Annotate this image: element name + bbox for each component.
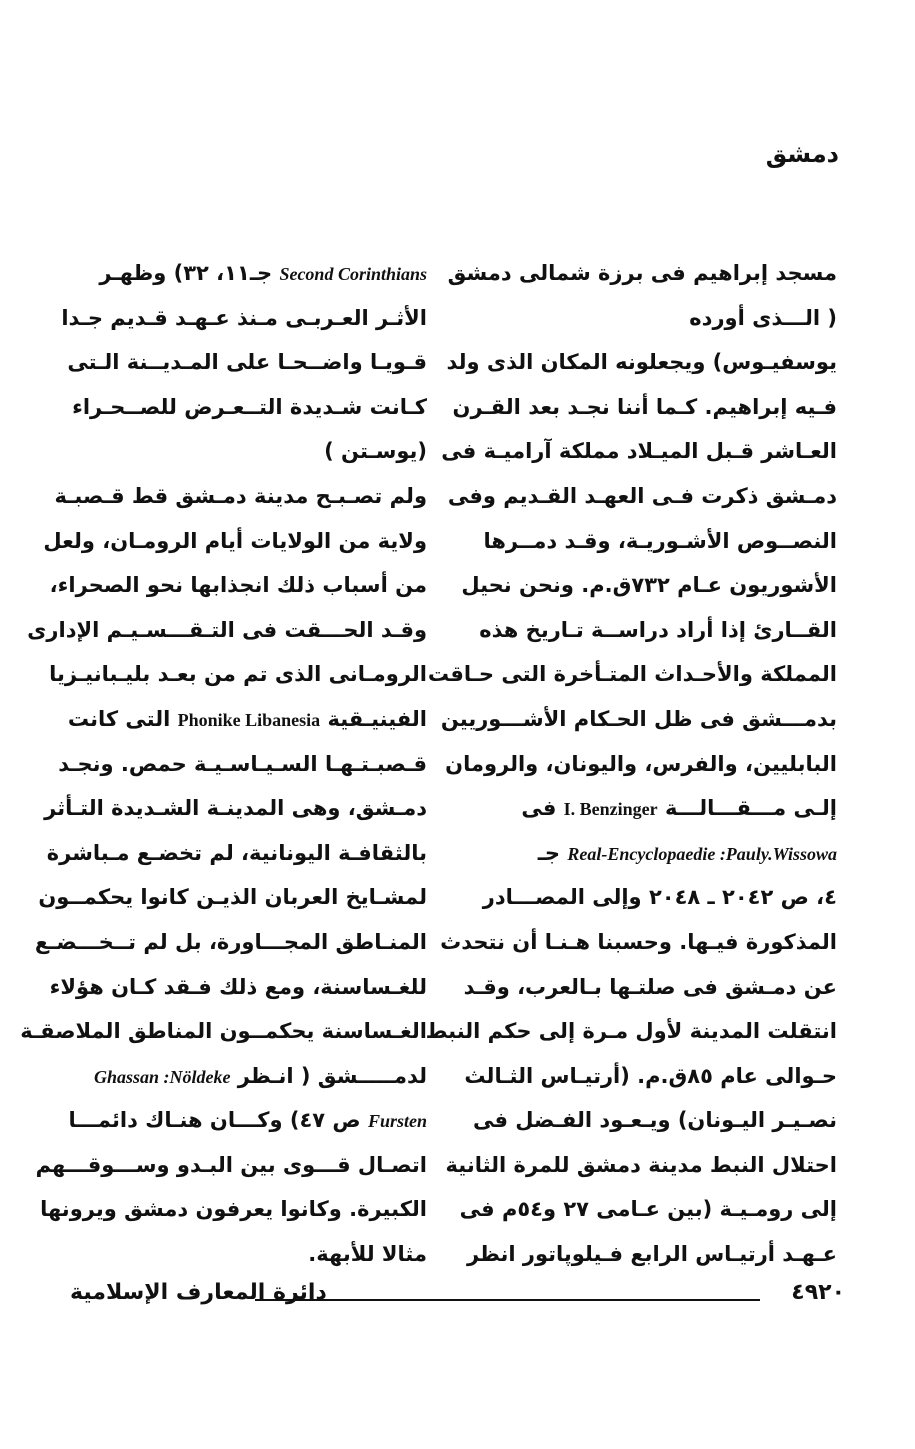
citation-author: I. Benzinger [563, 799, 658, 820]
text-line: إلى رومـيـة (بين عـامى ٢٧ و٥٤م فى [459, 1197, 837, 1222]
text-segment: جـ١١، ٣٢) وظهـر [99, 261, 273, 285]
text-segment: التى كانت [67, 706, 171, 731]
text-line: عن دمـشق فى صلتـها بـالعرب، وقـد [463, 974, 837, 999]
text-line [65, 697, 427, 742]
text-line: البابليين، والفرس، واليونان، والرومان [445, 751, 837, 776]
text-line: دمـشق ذكرت فـى العهـد القـديم وفى [447, 483, 837, 508]
text-line: وقـد الحـــقت فى التـقـــسـيـم الإدارى [27, 617, 427, 642]
text-line [475, 786, 837, 831]
text-segment: الفينيـقية [327, 706, 427, 731]
citation-author: Ghassan :Nöldeke [93, 1066, 231, 1087]
text-line: ٤، ص ٢٠٤٢ ـ ٢٠٤٨ وإلى المصـــادر [482, 885, 837, 910]
text-line: (يوسـتن ) [324, 439, 427, 464]
text-line: الرومـانى الذى تم من بعـد بليـبانيـزيا [49, 662, 427, 687]
left-column [20, 251, 427, 1277]
text-line: يوسفيـوس) ويجعلونه المكان الذى ولد [446, 350, 837, 375]
text-line [65, 1054, 427, 1099]
text-segment: إلـى مـــقـــالـــة [664, 796, 837, 821]
text-line: العـاشر قـبل الميـلاد مملكة آراميـة فى [441, 439, 837, 464]
text-line: الغـساسنة يحكمــون المناطق الملاصقـة [20, 1019, 427, 1044]
text-line: نصـيـر اليـونان) ويـعـود الفـضل فى [472, 1108, 837, 1133]
text-line: الأشوريون عـام ٧٣٢ق.م. ونحن نحيل [461, 573, 837, 598]
text-line: المملكة والأحـداث المتـأخرة التى حـاقت [427, 662, 837, 687]
text-line: حـوالى عام ٨٥ق.م. (أرتيـاس الثـالث [464, 1063, 837, 1088]
text-segment: لدمـــــشق ( انـظر [237, 1063, 427, 1088]
text-line: المذكورة فيـها. وحسبنا هـنـا أن نتحدث [440, 929, 837, 954]
footer-divider [255, 1299, 760, 1301]
text-line: القــارئ إذا أراد دراســة تـاريخ هذه [479, 617, 837, 642]
text-line [475, 831, 837, 876]
text-segment: فى [521, 796, 557, 821]
journal-title: دائرة المعارف الإسلامية [70, 1280, 327, 1305]
text-line: لمشـايخ العربان الذيـن كانوا يحكمــون [38, 885, 427, 910]
text-line: اتصـال قـــوى بين البـدو وســـوقـــهم [35, 1152, 427, 1177]
text-line: النصــوص الأشـوريـة، وقـد دمــرها [483, 528, 837, 553]
text-line: ولاية من الولايات أيام الرومـان، ولعل [43, 528, 427, 553]
text-line: كـانت شـديدة التــعـرض للصــحـراء [72, 394, 427, 419]
text-line: للغـساسنة، ومع ذلك فـقد كـان هؤلاء [49, 974, 427, 999]
page-number: ٤٩٢٠ [791, 1280, 845, 1305]
text-line: دمـشق، وهى المدينـة الشـديدة التـأثر [44, 796, 427, 821]
text-line: المنـاطق المجـــاورة، بل لم تــخـــضـع [34, 929, 427, 954]
text-line: مثالا للأبهة. [308, 1242, 427, 1267]
text-line: مسجد إبراهيم فى برزة شمالى دمشق [447, 261, 837, 285]
page-footer [70, 1280, 845, 1320]
text-line: بدمـــشق فى ظل الحـكام الأشـــوريين [440, 706, 837, 731]
right-column [425, 251, 837, 1277]
text-line: عـهـد أرتيـاس الرابع فـيلوپاتور انظر [466, 1242, 837, 1267]
citation-title: Fursten [367, 1111, 427, 1132]
citation-title: Real-Encyclopaedie :Pauly.Wissowa [567, 843, 837, 864]
citation-title: Second Corinthians [279, 264, 427, 284]
text-line: قـصبـتـهـا السـيـاسـيـة حمص. ونجـد [58, 751, 427, 776]
text-line: احتلال النبط مدينة دمشق للمرة الثانية [445, 1152, 837, 1177]
text-line: ولم تصـبـح مدينة دمـشق قط قـصبـة [54, 483, 427, 508]
text-line: فـيه إبراهيم. كـما أننا نجـد بعد القـرن [452, 394, 837, 419]
text-line [65, 1098, 427, 1143]
text-line: الكبيرة. وكانوا يعرفون دمشق ويرونها [40, 1197, 427, 1222]
text-line: ( الـــذى أورده [689, 305, 837, 330]
text-line: من أسباب ذلك انجذابها نحو الصحراء، [49, 573, 427, 598]
foreign-term: Phonike Libanesia [177, 709, 321, 730]
text-line: بالثقافـة اليونانية، لم تخضـع مـباشرة [46, 840, 427, 865]
running-header-title: دمشق [765, 140, 839, 168]
text-segment: جـ [537, 840, 561, 865]
text-line: قـويـا واضــحـا على المـديــنة الـتى [67, 350, 427, 375]
text-line [65, 251, 427, 296]
text-line: انتقلت المدينة لأول مـرة إلى حكم النبط [425, 1019, 837, 1044]
text-segment: ص ٤٧) وكـــان هنـاك دائمـــا [68, 1108, 361, 1133]
text-line: الأثـر العـربـى مـنذ عـهـد قـديم جـدا [61, 305, 427, 330]
